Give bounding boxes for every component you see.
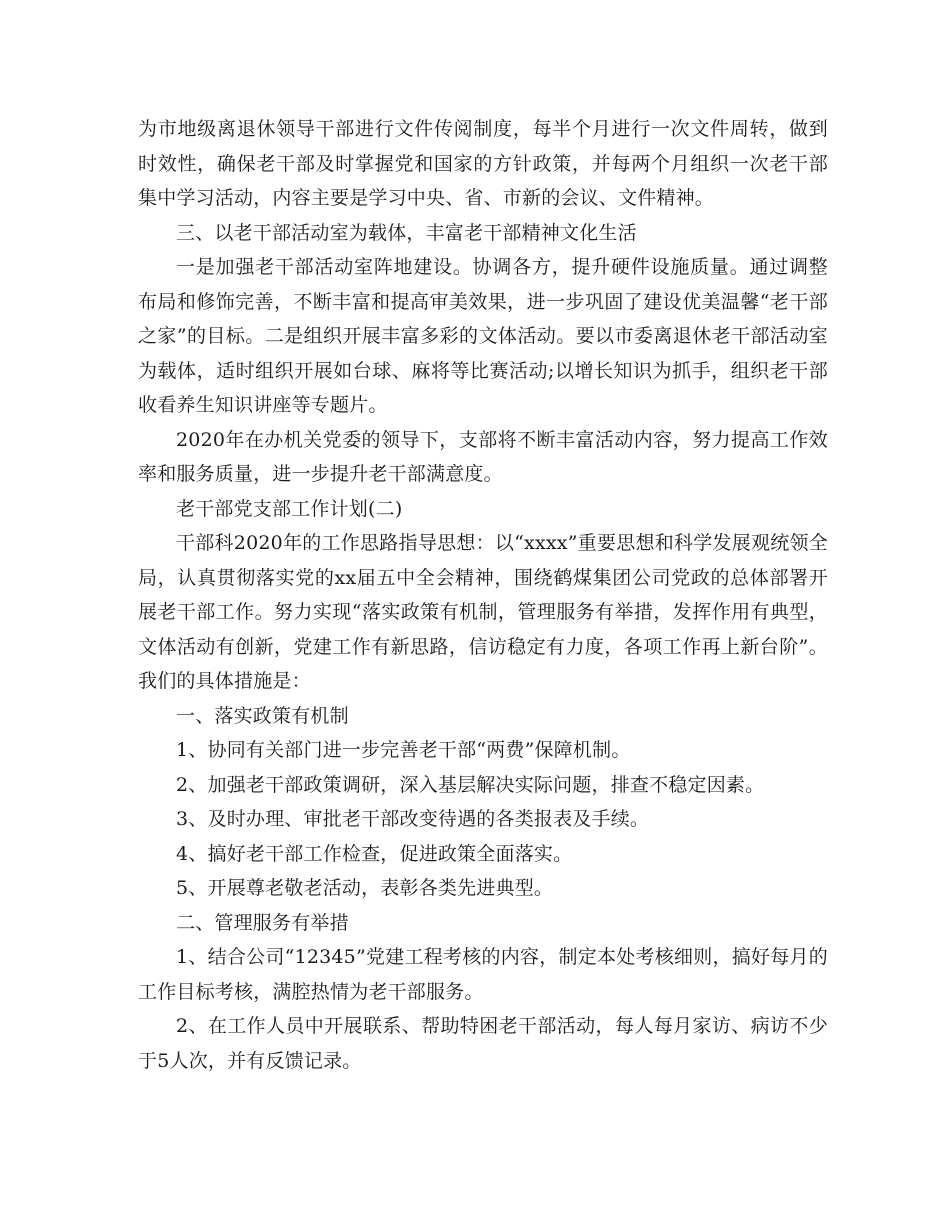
paragraph: 为市地级离退休领导干部进行文件传阅制度，每半个月进行一次文件周转，做到时效性，确保老干部及时掌握党和国家的方针政策，并每两个月组织一次老干部集中学习活动，内容主要是学习中央、省、市新的会议、文件精神。 <box>138 118 828 209</box>
list-item: 2、在工作人员中开展联系、帮助特困老干部活动，每人每月家访、病访不少于5人次，并有反馈记录。 <box>138 1015 828 1072</box>
paragraph: 2020年在办机关党委的领导下，支部将不断丰富活动内容，努力提高工作效率和服务质量，进一步提升老干部满意度。 <box>138 428 828 485</box>
section-heading: 三、以老干部活动室为载体，丰富老干部精神文化生活 <box>176 221 637 244</box>
section-heading: 二、管理服务有举措 <box>176 911 349 934</box>
list-item: 1、协同有关部门进一步完善老干部“两费”保障机制。 <box>176 739 631 761</box>
list-item: 3、及时办理、审批老干部改变待遇的各类报表及手续。 <box>176 808 650 830</box>
list-item: 4、搞好老干部工作检查，促进政策全面落实。 <box>176 842 573 865</box>
list-item: 1、结合公司“12345”党建工程考核的内容，制定本处考核细则，搞好每月的工作目标考核，满腔热情为老干部服务。 <box>138 946 828 1003</box>
list-item: 5、开展尊老敬老活动，表彰各类先进典型。 <box>176 877 554 899</box>
document-subtitle: 老干部党支部工作计划(二) <box>176 497 403 520</box>
paragraph: 一是加强老干部活动室阵地建设。协调各方，提升硬件设施质量。通过调整布局和修饰完善，不断丰富和提高审美效果，进一步巩固了建设优美温馨“老干部之家”的目标。二是组织开展丰富多彩的文体活动。要以市委离退休老干部活动室为载体，适时组织开展如台球、麻将等比赛活动;以增长知识为抓手，组织老干部收看养生知识讲座等专题片。 <box>138 256 828 416</box>
list-item: 2、加强老干部政策调研，深入基层解决实际问题，排查不稳定因素。 <box>176 773 765 796</box>
document-body <box>138 112 828 1078</box>
section-heading: 一、落实政策有机制 <box>176 704 349 727</box>
paragraph: 干部科2020年的工作思路指导思想：以“xxxx”重要思想和科学发展观统领全局，认真贯彻落实党的xx届五中全会精神，围绕鹤煤集团公司党政的总体部署开展老干部工作。努力实现“落实政策有机制，管理服务有举措，发挥作用有典型，文体活动有创新，党建工作有新思路，信访稳定有力度，各项工作再上新台阶”。我们的具体措施是： <box>138 532 828 692</box>
